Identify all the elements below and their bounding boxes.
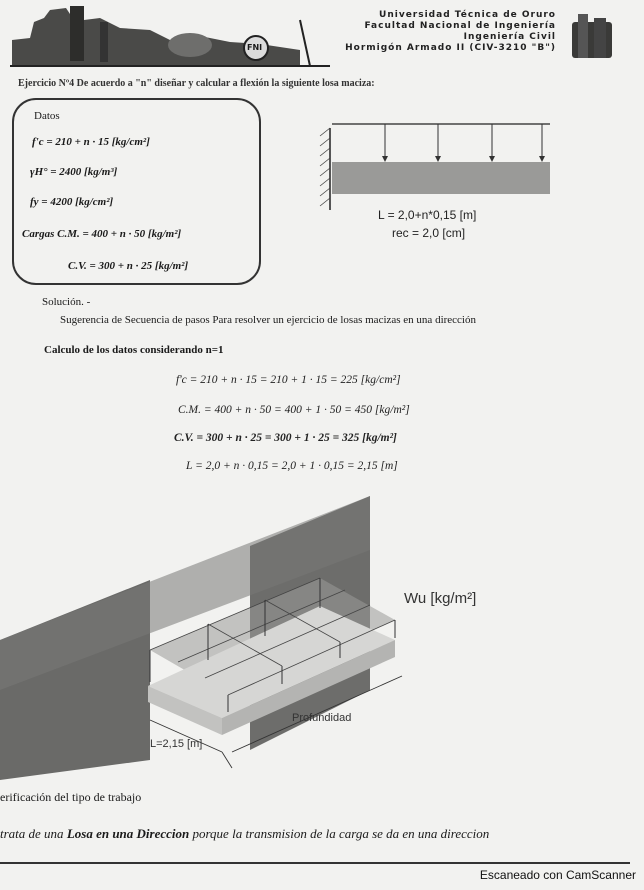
verification-text-post: porque la transmision de la carga se da en una direccion — [189, 826, 490, 841]
exercise-statement: Ejercicio Nº4 De acuerdo a "n" diseñar y calcular a flexión la siguiente losa maciza: — [18, 78, 375, 89]
data-box-title: Datos — [34, 110, 60, 122]
load-label: Wu [kg/m²] — [404, 590, 477, 607]
data-gamma: γH° = 2400 [kg/m³] — [30, 166, 118, 178]
solution-suggestion: Sugerencia de Secuencia de pasos Para resolver un ejercicio de losas macizas en una dirección — [60, 314, 476, 326]
university-name: Universidad Técnica de Oruro — [379, 10, 556, 20]
slab-cover: rec = 2,0 [cm] — [392, 226, 466, 240]
calc-eq-fc: f'c = 210 + n · 15 = 210 + 1 · 15 = 225 [kg/cm²] — [176, 374, 401, 386]
university-block — [345, 10, 556, 54]
calc-title: Calculo de los datos considerando n=1 — [44, 344, 224, 356]
verification-text — [0, 826, 489, 842]
data-fc: f'c = 210 + n · 15 [kg/cm²] — [32, 136, 150, 148]
verification-title: erificación del tipo de trabajo — [0, 790, 142, 804]
faculty-name: Facultad Nacional de Ingeniería — [364, 21, 556, 31]
scanner-watermark: Escaneado con CamScanner — [479, 868, 636, 882]
verification-text-bold: Losa en una Direccion — [66, 826, 190, 841]
calc-eq-l: L = 2,0 + n · 0,15 = 2,0 + 1 · 0,15 = 2,15 [m] — [186, 460, 398, 472]
depth-label: Profundidad — [292, 712, 352, 724]
solution-label: Solución. - — [42, 296, 91, 308]
data-fy: fy = 4200 [kg/cm²] — [30, 196, 114, 208]
slab-3d-figure — [0, 490, 644, 780]
header-logo-text: FNI — [247, 43, 263, 52]
slab-elevation-diagram — [310, 118, 560, 213]
bottom-rule — [0, 862, 630, 864]
data-cv: C.V. = 300 + n · 25 [kg/m²] — [68, 260, 189, 272]
course-name: Hormigón Armado II (CIV-3210 "B") — [345, 43, 556, 53]
data-box — [12, 98, 261, 285]
data-cm: Cargas C.M. = 400 + n · 50 [kg/m²] — [22, 228, 182, 240]
calc-eq-cm: C.M. = 400 + n · 50 = 400 + 1 · 50 = 450 [kg/m²] — [178, 404, 410, 416]
verification-text-pre: trata de una — [0, 826, 67, 841]
length-label: L=2,15 [m] — [150, 738, 203, 750]
career-name: Ingeniería Civil — [463, 32, 556, 42]
slab-length-formula: L = 2,0+n*0,15 [m] — [378, 208, 477, 222]
calc-eq-cv: C.V. = 300 + n · 25 = 300 + 1 · 25 = 325 [kg/m²] — [174, 432, 397, 444]
